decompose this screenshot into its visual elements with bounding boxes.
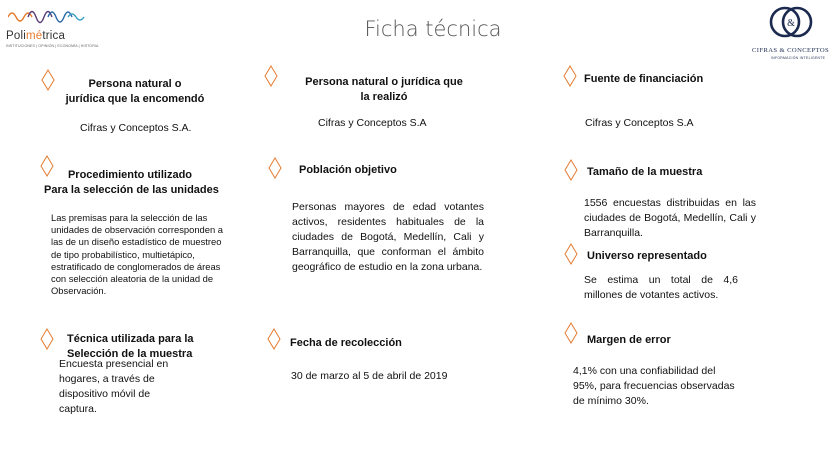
diamond-bullet-icon (267, 328, 281, 350)
section-encomendo-title: Persona natural o jurídica que la encomendó (65, 78, 205, 105)
diamond-bullet-icon (564, 243, 578, 265)
section-tamano-title: Tamaño de la muestra (587, 166, 703, 178)
section-tamano-body: 1556 encuestas distribuidas en las ciudades de Bogotá, Medellín, Cali y Barranquilla. (584, 197, 756, 239)
section-encomendo-body: Cifras y Conceptos S.A. (80, 122, 192, 134)
section-tecnica-body: Encuesta presencial en hogares, a través de dispositivo móvil de captura. (59, 358, 169, 415)
section-fecha-title: Fecha de recolección (290, 337, 402, 349)
diamond-bullet-icon (264, 65, 278, 87)
section-margen-body: 4,1% con una confiabilidad del 95%, para frecuencias observadas de mínimo 30%. (573, 365, 735, 407)
polimetrica-tagline: INSTITUCIONES | OPINIÓN | ECONOMÍA | HISTORIA (6, 44, 99, 48)
section-procedimiento-body: Las premisas para la selección de las unidades de observación corresponden a las de un diseño estadístico de muestreo de tipo probabilístico, multietápico, estratificado de conglomerados de áreas con selección aleatoria de la unidad de Observación. (51, 212, 223, 297)
diamond-bullet-icon (564, 322, 578, 344)
section-fecha-body: 30 de marzo al 5 de abril de 2019 (291, 370, 448, 382)
svg-text:&: & (787, 18, 795, 29)
section-poblacion-body: Personas mayores de edad votantes activos, residentes habituales de la ciudades de Bogotá, Medellín, Cali y Barranquilla, que conforman el ámbito geográfico de estudio en la zona urbana. (292, 201, 484, 273)
section-financiacion-body: Cifras y Conceptos S.A (585, 117, 694, 129)
diamond-bullet-icon (563, 65, 577, 87)
section-universo-title: Universo representado (587, 250, 707, 262)
cifras-tagline: INFORMACIÓN INTELIGENTE (771, 56, 826, 60)
section-procedimiento-title: Procedimiento utilizado Para la selección de las unidades (44, 169, 219, 196)
section-poblacion-title: Población objetivo (299, 164, 397, 176)
section-tecnica-title: Técnica utilizada para la Selección de la muestra (67, 333, 194, 360)
section-universo-body: Se estima un total de 4,6 millones de votantes activos. (584, 274, 738, 301)
diamond-bullet-icon (40, 328, 54, 350)
section-margen-title: Margen de error (587, 334, 671, 346)
section-realizo-body: Cifras y Conceptos S.A (318, 117, 427, 129)
diamond-bullet-icon (41, 69, 55, 91)
section-financiacion-title: Fuente de financiación (584, 73, 704, 85)
section-realizo-title: Persona natural o jurídica que la realizó (305, 76, 463, 103)
diamond-bullet-icon (564, 159, 578, 181)
page-title: Ficha técnica (364, 17, 502, 41)
diamond-bullet-icon (268, 157, 282, 179)
polimetrica-brand: Polimétrica (6, 30, 66, 42)
cifras-brand-name: CIFRAS & CONCEPTOS (752, 47, 830, 54)
